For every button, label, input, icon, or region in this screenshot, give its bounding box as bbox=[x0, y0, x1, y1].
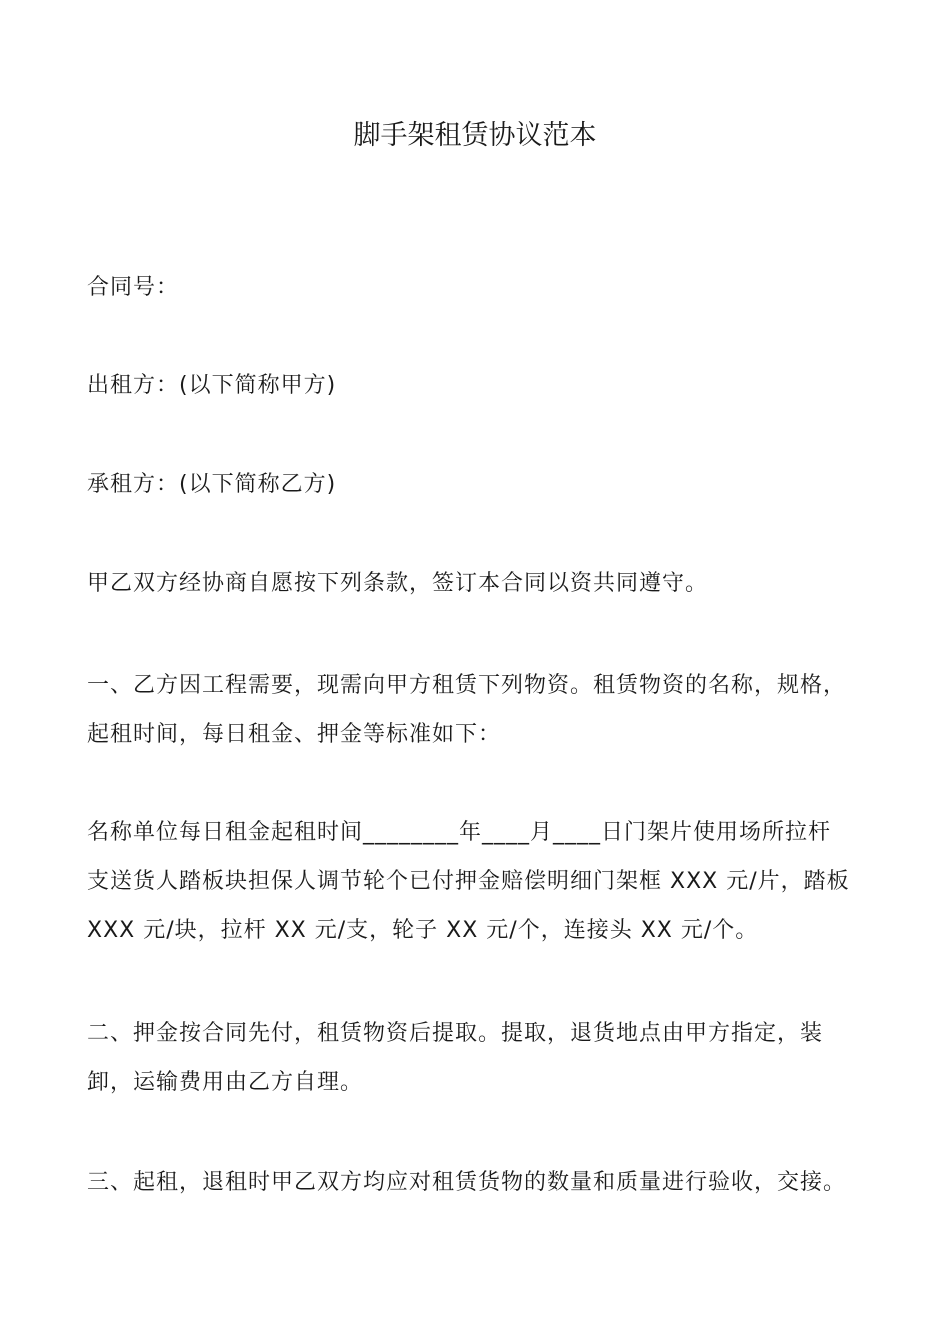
clause-2-line-1: 二、押金按合同先付，租赁物资后提取。提取，退货地点由甲方指定，装 bbox=[87, 1021, 824, 1046]
clause-1-line-2: 起租时间，每日租金、押金等标准如下： bbox=[87, 722, 502, 747]
materials-line-2: 支送货人踏板块担保人调节轮个已付押金赔偿明细门架框 XXX 元/片，踏板 bbox=[87, 869, 850, 894]
clause-2 bbox=[87, 1009, 877, 1107]
materials-paragraph bbox=[87, 808, 877, 955]
clause-2-line-2: 卸，运输费用由乙方自理。 bbox=[87, 1070, 364, 1095]
document-title: 脚手架租赁协议范本 bbox=[353, 120, 597, 151]
clause-3 bbox=[87, 1158, 877, 1207]
intro-paragraph: 甲乙双方经协商自愿按下列条款，签订本合同以资共同遵守。 bbox=[87, 571, 709, 596]
clause-3-line-1: 三、起租，退租时甲乙双方均应对租赁货物的数量和质量进行验收，交接。 bbox=[87, 1170, 847, 1195]
materials-line-3: XXX 元/块，拉杆 XX 元/支，轮子 XX 元/个，连接头 XX 元/个。 bbox=[87, 918, 759, 943]
contract-number: 合同号： bbox=[87, 275, 180, 300]
lessor-line: 出租方：(以下简称甲方) bbox=[87, 373, 337, 398]
clause-1 bbox=[87, 661, 877, 759]
materials-line-1: 名称单位每日租金起租时间________年____月____日门架片使用场所拉杆 bbox=[87, 820, 832, 845]
clause-1-line-1: 一、乙方因工程需要，现需向甲方租赁下列物资。租赁物资的名称，规格， bbox=[87, 673, 847, 698]
lessee-line: 承租方：(以下简称乙方) bbox=[87, 472, 337, 497]
